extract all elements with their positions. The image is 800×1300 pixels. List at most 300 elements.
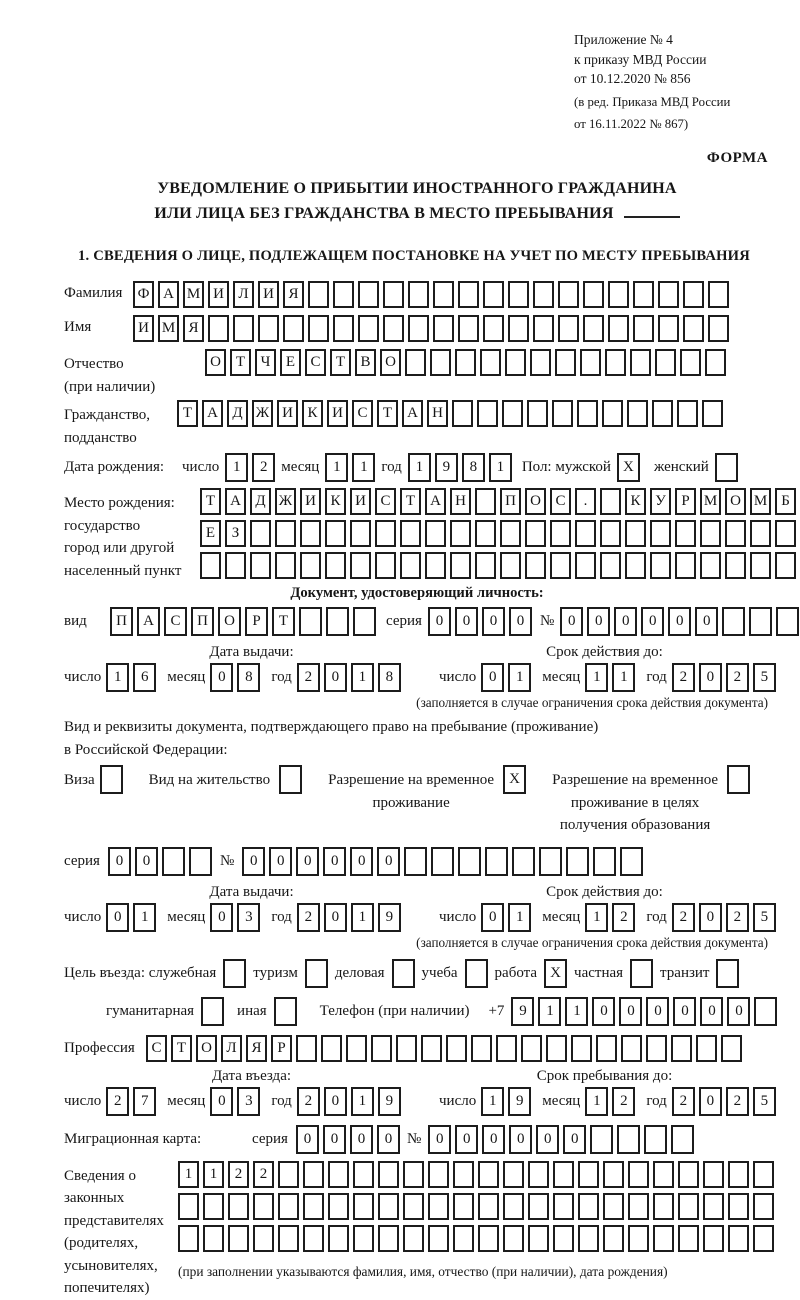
char-cell[interactable] xyxy=(725,520,746,547)
char-cell[interactable] xyxy=(408,315,429,342)
char-cell[interactable]: Н xyxy=(427,400,448,427)
char-cell[interactable]: 0 xyxy=(455,607,478,636)
char-cell[interactable]: 0 xyxy=(641,607,664,636)
char-cell[interactable] xyxy=(525,552,546,579)
char-cell[interactable]: 1 xyxy=(325,453,348,482)
char-cell[interactable]: 3 xyxy=(237,903,260,932)
char-cell[interactable]: 0 xyxy=(296,847,319,876)
char-cell[interactable] xyxy=(299,607,322,636)
char-cell[interactable] xyxy=(326,607,349,636)
char-cell[interactable]: 0 xyxy=(668,607,691,636)
char-cell[interactable]: 1 xyxy=(612,663,635,692)
char-cell[interactable]: 2 xyxy=(228,1161,249,1188)
char-cell[interactable] xyxy=(715,453,738,482)
char-cell[interactable] xyxy=(253,1193,274,1220)
char-cell[interactable] xyxy=(608,315,629,342)
char-cell[interactable]: И xyxy=(208,281,229,308)
char-cell[interactable] xyxy=(480,349,501,376)
char-cell[interactable]: 1 xyxy=(508,903,531,932)
char-cell[interactable] xyxy=(475,520,496,547)
char-cell[interactable] xyxy=(200,552,221,579)
char-cell[interactable] xyxy=(571,1035,592,1062)
char-cell[interactable]: X xyxy=(544,959,567,988)
char-cell[interactable] xyxy=(483,281,504,308)
char-cell[interactable] xyxy=(308,281,329,308)
char-cell[interactable] xyxy=(602,400,623,427)
char-cell[interactable]: 0 xyxy=(108,847,131,876)
char-cell[interactable] xyxy=(605,349,626,376)
char-cell[interactable] xyxy=(528,1161,549,1188)
char-cell[interactable] xyxy=(353,607,376,636)
char-cell[interactable] xyxy=(383,281,404,308)
char-cell[interactable] xyxy=(528,1193,549,1220)
char-cell[interactable] xyxy=(253,1225,274,1252)
char-cell[interactable] xyxy=(475,552,496,579)
char-cell[interactable] xyxy=(350,552,371,579)
char-cell[interactable] xyxy=(533,315,554,342)
char-cell[interactable] xyxy=(278,1161,299,1188)
char-cell[interactable]: 0 xyxy=(699,663,722,692)
char-cell[interactable]: 2 xyxy=(726,903,749,932)
char-cell[interactable] xyxy=(633,315,654,342)
char-cell[interactable]: Д xyxy=(227,400,248,427)
char-cell[interactable]: М xyxy=(183,281,204,308)
char-cell[interactable] xyxy=(552,400,573,427)
char-cell[interactable]: О xyxy=(725,488,746,515)
char-cell[interactable] xyxy=(353,1193,374,1220)
char-cell[interactable]: 8 xyxy=(378,663,401,692)
char-cell[interactable]: 0 xyxy=(727,997,750,1026)
char-cell[interactable] xyxy=(189,847,212,876)
char-cell[interactable] xyxy=(678,1161,699,1188)
char-cell[interactable]: 2 xyxy=(672,903,695,932)
char-cell[interactable] xyxy=(658,315,679,342)
char-cell[interactable]: К xyxy=(302,400,323,427)
char-cell[interactable] xyxy=(201,997,224,1026)
char-cell[interactable]: 1 xyxy=(351,1087,374,1116)
char-cell[interactable] xyxy=(502,400,523,427)
char-cell[interactable] xyxy=(580,349,601,376)
char-cell[interactable] xyxy=(655,349,676,376)
char-cell[interactable] xyxy=(555,349,576,376)
char-cell[interactable]: 1 xyxy=(489,453,512,482)
char-cell[interactable] xyxy=(308,315,329,342)
char-cell[interactable] xyxy=(678,1193,699,1220)
char-cell[interactable] xyxy=(653,1193,674,1220)
char-cell[interactable] xyxy=(378,1225,399,1252)
char-cell[interactable]: 2 xyxy=(726,663,749,692)
char-cell[interactable] xyxy=(478,1225,499,1252)
title-blank-underline[interactable] xyxy=(624,202,680,218)
char-cell[interactable]: 0 xyxy=(536,1125,559,1154)
char-cell[interactable]: С xyxy=(305,349,326,376)
char-cell[interactable]: 0 xyxy=(428,607,451,636)
char-cell[interactable]: 0 xyxy=(699,1087,722,1116)
char-cell[interactable] xyxy=(408,281,429,308)
char-cell[interactable]: 0 xyxy=(482,1125,505,1154)
char-cell[interactable]: З xyxy=(225,520,246,547)
char-cell[interactable]: 2 xyxy=(726,1087,749,1116)
char-cell[interactable] xyxy=(750,520,771,547)
char-cell[interactable] xyxy=(621,1035,642,1062)
char-cell[interactable]: 0 xyxy=(106,903,129,932)
char-cell[interactable]: 2 xyxy=(672,1087,695,1116)
char-cell[interactable]: 0 xyxy=(614,607,637,636)
char-cell[interactable] xyxy=(775,552,796,579)
char-cell[interactable]: 2 xyxy=(253,1161,274,1188)
char-cell[interactable] xyxy=(378,1161,399,1188)
char-cell[interactable] xyxy=(353,1225,374,1252)
char-cell[interactable] xyxy=(658,281,679,308)
char-cell[interactable]: И xyxy=(277,400,298,427)
char-cell[interactable] xyxy=(590,1125,613,1154)
char-cell[interactable] xyxy=(528,1225,549,1252)
char-cell[interactable] xyxy=(505,349,526,376)
char-cell[interactable]: 2 xyxy=(672,663,695,692)
char-cell[interactable] xyxy=(305,959,328,988)
char-cell[interactable]: 0 xyxy=(592,997,615,1026)
char-cell[interactable] xyxy=(603,1161,624,1188)
char-cell[interactable]: С xyxy=(146,1035,167,1062)
char-cell[interactable]: А xyxy=(225,488,246,515)
char-cell[interactable] xyxy=(653,1225,674,1252)
char-cell[interactable] xyxy=(721,1035,742,1062)
char-cell[interactable]: К xyxy=(625,488,646,515)
char-cell[interactable]: А xyxy=(202,400,223,427)
char-cell[interactable] xyxy=(478,1161,499,1188)
char-cell[interactable]: 2 xyxy=(612,1087,635,1116)
char-cell[interactable]: Т xyxy=(400,488,421,515)
char-cell[interactable] xyxy=(644,1125,667,1154)
char-cell[interactable]: А xyxy=(137,607,160,636)
char-cell[interactable] xyxy=(477,400,498,427)
char-cell[interactable]: И xyxy=(133,315,154,342)
char-cell[interactable]: 1 xyxy=(508,663,531,692)
char-cell[interactable] xyxy=(675,552,696,579)
char-cell[interactable]: 0 xyxy=(673,997,696,1026)
char-cell[interactable] xyxy=(512,847,535,876)
char-cell[interactable] xyxy=(702,400,723,427)
char-cell[interactable] xyxy=(328,1225,349,1252)
char-cell[interactable] xyxy=(453,1161,474,1188)
char-cell[interactable]: 9 xyxy=(378,1087,401,1116)
char-cell[interactable]: М xyxy=(158,315,179,342)
char-cell[interactable] xyxy=(678,1225,699,1252)
char-cell[interactable] xyxy=(471,1035,492,1062)
char-cell[interactable]: И xyxy=(350,488,371,515)
char-cell[interactable] xyxy=(600,520,621,547)
char-cell[interactable] xyxy=(553,1225,574,1252)
char-cell[interactable]: 1 xyxy=(203,1161,224,1188)
char-cell[interactable]: 8 xyxy=(237,663,260,692)
char-cell[interactable]: 1 xyxy=(352,453,375,482)
char-cell[interactable]: Т xyxy=(200,488,221,515)
char-cell[interactable] xyxy=(578,1193,599,1220)
char-cell[interactable]: 0 xyxy=(210,663,233,692)
char-cell[interactable]: 0 xyxy=(455,1125,478,1154)
char-cell[interactable] xyxy=(630,959,653,988)
char-cell[interactable] xyxy=(300,520,321,547)
char-cell[interactable] xyxy=(603,1225,624,1252)
char-cell[interactable]: X xyxy=(503,765,526,794)
char-cell[interactable] xyxy=(700,552,721,579)
char-cell[interactable] xyxy=(750,552,771,579)
char-cell[interactable] xyxy=(428,1161,449,1188)
char-cell[interactable]: П xyxy=(110,607,133,636)
char-cell[interactable] xyxy=(233,315,254,342)
char-cell[interactable]: 0 xyxy=(509,1125,532,1154)
char-cell[interactable]: Е xyxy=(280,349,301,376)
char-cell[interactable]: О xyxy=(205,349,226,376)
char-cell[interactable]: Е xyxy=(200,520,221,547)
char-cell[interactable] xyxy=(446,1035,467,1062)
char-cell[interactable] xyxy=(303,1193,324,1220)
char-cell[interactable] xyxy=(296,1035,317,1062)
char-cell[interactable] xyxy=(620,847,643,876)
char-cell[interactable] xyxy=(162,847,185,876)
char-cell[interactable]: 0 xyxy=(619,997,642,1026)
char-cell[interactable] xyxy=(728,1193,749,1220)
char-cell[interactable]: У xyxy=(650,488,671,515)
char-cell[interactable]: 0 xyxy=(269,847,292,876)
char-cell[interactable] xyxy=(333,315,354,342)
char-cell[interactable] xyxy=(650,520,671,547)
char-cell[interactable] xyxy=(250,552,271,579)
char-cell[interactable] xyxy=(433,315,454,342)
char-cell[interactable] xyxy=(431,847,454,876)
char-cell[interactable] xyxy=(627,400,648,427)
char-cell[interactable]: О xyxy=(196,1035,217,1062)
char-cell[interactable]: С xyxy=(352,400,373,427)
char-cell[interactable] xyxy=(577,400,598,427)
char-cell[interactable] xyxy=(421,1035,442,1062)
char-cell[interactable] xyxy=(508,315,529,342)
char-cell[interactable] xyxy=(753,1225,774,1252)
char-cell[interactable]: 1 xyxy=(133,903,156,932)
char-cell[interactable] xyxy=(583,315,604,342)
char-cell[interactable] xyxy=(458,281,479,308)
char-cell[interactable]: 0 xyxy=(135,847,158,876)
char-cell[interactable] xyxy=(403,1225,424,1252)
char-cell[interactable] xyxy=(371,1035,392,1062)
char-cell[interactable]: 0 xyxy=(695,607,718,636)
char-cell[interactable]: Я xyxy=(183,315,204,342)
char-cell[interactable]: 1 xyxy=(585,663,608,692)
char-cell[interactable]: Л xyxy=(233,281,254,308)
char-cell[interactable] xyxy=(753,1161,774,1188)
char-cell[interactable]: Я xyxy=(246,1035,267,1062)
char-cell[interactable] xyxy=(328,1193,349,1220)
char-cell[interactable] xyxy=(728,1161,749,1188)
char-cell[interactable] xyxy=(703,1225,724,1252)
char-cell[interactable]: 0 xyxy=(350,1125,373,1154)
char-cell[interactable]: 0 xyxy=(563,1125,586,1154)
char-cell[interactable] xyxy=(303,1225,324,1252)
char-cell[interactable]: 5 xyxy=(753,663,776,692)
char-cell[interactable] xyxy=(683,315,704,342)
char-cell[interactable] xyxy=(700,520,721,547)
char-cell[interactable] xyxy=(358,315,379,342)
char-cell[interactable]: И xyxy=(300,488,321,515)
char-cell[interactable]: 0 xyxy=(482,607,505,636)
char-cell[interactable] xyxy=(465,959,488,988)
char-cell[interactable] xyxy=(403,1193,424,1220)
char-cell[interactable] xyxy=(383,315,404,342)
char-cell[interactable]: Я xyxy=(283,281,304,308)
char-cell[interactable]: О xyxy=(218,607,241,636)
char-cell[interactable]: А xyxy=(402,400,423,427)
char-cell[interactable] xyxy=(503,1161,524,1188)
char-cell[interactable] xyxy=(671,1125,694,1154)
char-cell[interactable]: Р xyxy=(245,607,268,636)
char-cell[interactable] xyxy=(608,281,629,308)
char-cell[interactable] xyxy=(300,552,321,579)
char-cell[interactable]: 0 xyxy=(428,1125,451,1154)
char-cell[interactable] xyxy=(223,959,246,988)
char-cell[interactable] xyxy=(450,520,471,547)
char-cell[interactable] xyxy=(628,1193,649,1220)
char-cell[interactable] xyxy=(392,959,415,988)
char-cell[interactable]: Н xyxy=(450,488,471,515)
char-cell[interactable] xyxy=(503,1193,524,1220)
char-cell[interactable]: 0 xyxy=(377,847,400,876)
char-cell[interactable] xyxy=(617,1125,640,1154)
char-cell[interactable] xyxy=(503,1225,524,1252)
char-cell[interactable] xyxy=(633,281,654,308)
char-cell[interactable] xyxy=(677,400,698,427)
char-cell[interactable] xyxy=(428,1225,449,1252)
char-cell[interactable] xyxy=(375,520,396,547)
char-cell[interactable] xyxy=(628,1225,649,1252)
char-cell[interactable] xyxy=(708,315,729,342)
char-cell[interactable]: 5 xyxy=(753,1087,776,1116)
char-cell[interactable] xyxy=(500,552,521,579)
char-cell[interactable] xyxy=(325,520,346,547)
char-cell[interactable]: 0 xyxy=(481,903,504,932)
char-cell[interactable] xyxy=(228,1193,249,1220)
char-cell[interactable]: Б xyxy=(775,488,796,515)
char-cell[interactable]: 1 xyxy=(585,903,608,932)
char-cell[interactable]: 0 xyxy=(296,1125,319,1154)
char-cell[interactable]: Д xyxy=(250,488,271,515)
char-cell[interactable] xyxy=(553,1161,574,1188)
char-cell[interactable] xyxy=(625,520,646,547)
char-cell[interactable]: Т xyxy=(171,1035,192,1062)
char-cell[interactable]: Т xyxy=(177,400,198,427)
char-cell[interactable]: 0 xyxy=(481,663,504,692)
char-cell[interactable]: 9 xyxy=(508,1087,531,1116)
char-cell[interactable]: 0 xyxy=(323,847,346,876)
char-cell[interactable] xyxy=(453,1225,474,1252)
char-cell[interactable] xyxy=(646,1035,667,1062)
char-cell[interactable] xyxy=(325,552,346,579)
char-cell[interactable] xyxy=(566,847,589,876)
char-cell[interactable] xyxy=(508,281,529,308)
char-cell[interactable]: Ч xyxy=(255,349,276,376)
char-cell[interactable]: 0 xyxy=(324,1087,347,1116)
char-cell[interactable]: 0 xyxy=(242,847,265,876)
char-cell[interactable] xyxy=(558,315,579,342)
char-cell[interactable]: С xyxy=(375,488,396,515)
char-cell[interactable]: 8 xyxy=(462,453,485,482)
char-cell[interactable]: 1 xyxy=(106,663,129,692)
char-cell[interactable] xyxy=(696,1035,717,1062)
char-cell[interactable] xyxy=(275,552,296,579)
char-cell[interactable]: Т xyxy=(330,349,351,376)
char-cell[interactable] xyxy=(671,1035,692,1062)
char-cell[interactable]: В xyxy=(355,349,376,376)
char-cell[interactable] xyxy=(628,1161,649,1188)
char-cell[interactable] xyxy=(630,349,651,376)
char-cell[interactable]: Ж xyxy=(252,400,273,427)
char-cell[interactable] xyxy=(275,520,296,547)
char-cell[interactable] xyxy=(321,1035,342,1062)
char-cell[interactable]: П xyxy=(500,488,521,515)
char-cell[interactable]: 1 xyxy=(481,1087,504,1116)
char-cell[interactable] xyxy=(353,1161,374,1188)
char-cell[interactable] xyxy=(225,552,246,579)
char-cell[interactable] xyxy=(530,349,551,376)
char-cell[interactable] xyxy=(775,520,796,547)
char-cell[interactable]: 0 xyxy=(699,903,722,932)
char-cell[interactable]: 2 xyxy=(297,1087,320,1116)
char-cell[interactable] xyxy=(279,765,302,794)
char-cell[interactable]: И xyxy=(258,281,279,308)
char-cell[interactable]: Т xyxy=(272,607,295,636)
char-cell[interactable] xyxy=(749,607,772,636)
char-cell[interactable] xyxy=(703,1193,724,1220)
char-cell[interactable]: 1 xyxy=(178,1161,199,1188)
char-cell[interactable]: А xyxy=(425,488,446,515)
char-cell[interactable] xyxy=(283,315,304,342)
char-cell[interactable] xyxy=(405,349,426,376)
char-cell[interactable]: 0 xyxy=(587,607,610,636)
char-cell[interactable] xyxy=(458,315,479,342)
char-cell[interactable] xyxy=(722,607,745,636)
char-cell[interactable] xyxy=(550,552,571,579)
char-cell[interactable] xyxy=(478,1193,499,1220)
char-cell[interactable] xyxy=(596,1035,617,1062)
char-cell[interactable] xyxy=(652,400,673,427)
char-cell[interactable] xyxy=(400,520,421,547)
char-cell[interactable] xyxy=(303,1161,324,1188)
char-cell[interactable] xyxy=(539,847,562,876)
char-cell[interactable]: 2 xyxy=(612,903,635,932)
char-cell[interactable] xyxy=(228,1225,249,1252)
char-cell[interactable]: 1 xyxy=(225,453,248,482)
char-cell[interactable] xyxy=(475,488,496,515)
char-cell[interactable]: 3 xyxy=(237,1087,260,1116)
char-cell[interactable] xyxy=(350,520,371,547)
char-cell[interactable] xyxy=(425,520,446,547)
char-cell[interactable]: 0 xyxy=(324,663,347,692)
char-cell[interactable] xyxy=(728,1225,749,1252)
char-cell[interactable] xyxy=(650,552,671,579)
char-cell[interactable]: X xyxy=(617,453,640,482)
char-cell[interactable]: 2 xyxy=(297,663,320,692)
char-cell[interactable] xyxy=(625,552,646,579)
char-cell[interactable]: К xyxy=(325,488,346,515)
char-cell[interactable] xyxy=(433,281,454,308)
char-cell[interactable]: Ж xyxy=(275,488,296,515)
char-cell[interactable] xyxy=(553,1193,574,1220)
char-cell[interactable] xyxy=(716,959,739,988)
char-cell[interactable]: Р xyxy=(675,488,696,515)
char-cell[interactable] xyxy=(521,1035,542,1062)
char-cell[interactable] xyxy=(600,552,621,579)
char-cell[interactable] xyxy=(328,1161,349,1188)
char-cell[interactable]: 2 xyxy=(252,453,275,482)
